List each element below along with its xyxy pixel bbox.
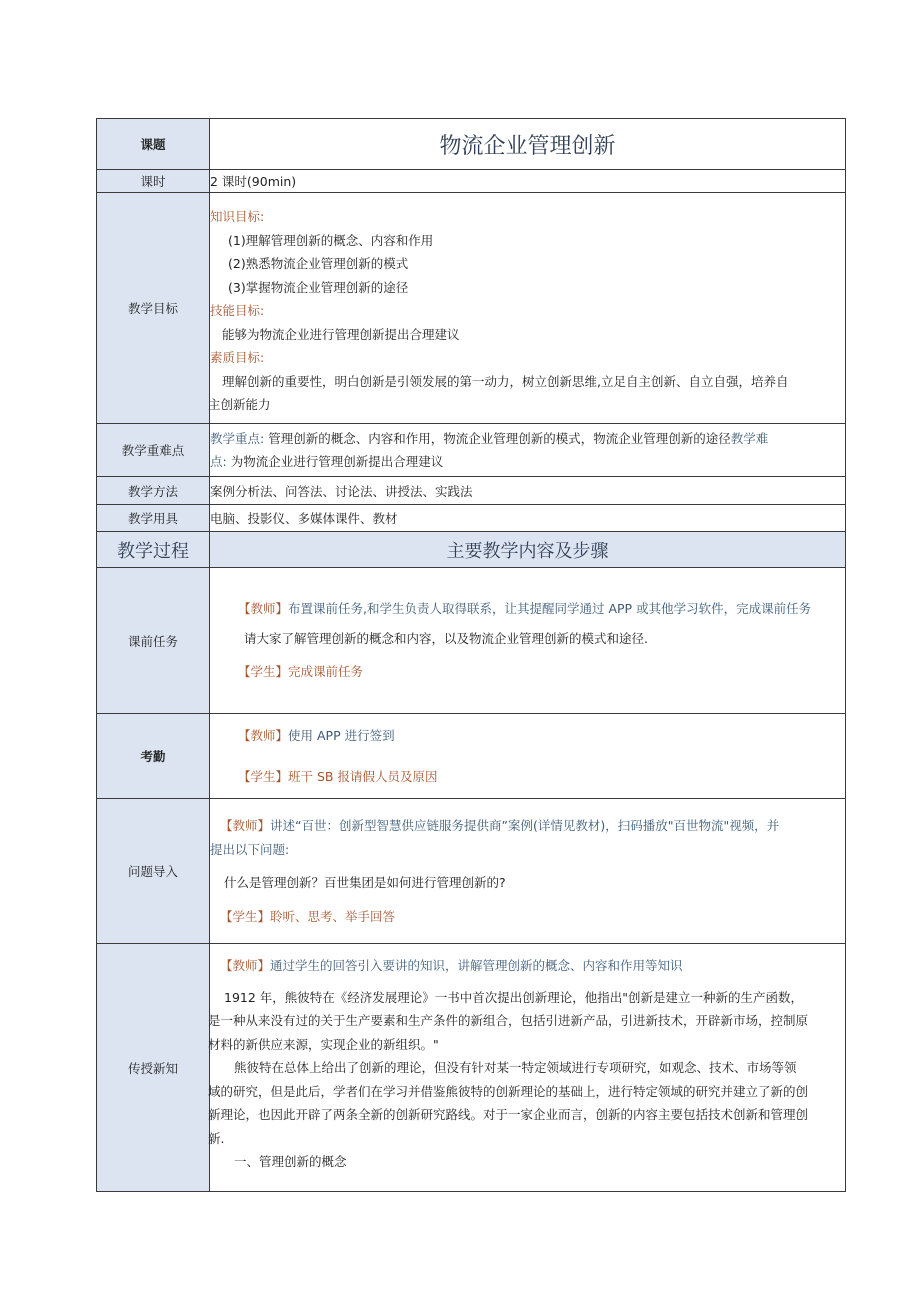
hours-value: 2 课时(90min): [210, 170, 846, 193]
pre-teacher-text: 布置课前任务,和学生负责人取得联系，让其提醒同学通过 APP 或其他学习软件，完成课前任务: [288, 601, 812, 617]
skill-heading: 技能目标:: [210, 303, 265, 319]
row-method: [97, 477, 846, 505]
intro-teacher-text-2: 提出以下问题:: [210, 841, 290, 857]
difficulty-tag-b: 点:: [210, 454, 227, 469]
quality-line-1: 理解创新的重要性，明白创新是引领发展的第一动力，树立创新思维,立足自主创新、自立自强，培养自: [222, 373, 789, 389]
section-heading: 一、管理创新的概念: [234, 1154, 347, 1169]
label-attendance: 考勤: [97, 714, 210, 799]
label-tools: 教学用具: [97, 505, 210, 532]
lesson-plan-table: [96, 118, 846, 1192]
row-attendance: [97, 714, 846, 799]
key-tag: 教学重点:: [210, 430, 265, 446]
row-new-knowledge: [97, 944, 846, 1192]
pre-teacher-tag: 【教师】: [238, 601, 289, 617]
process-header-value: 主要教学内容及步骤: [210, 532, 846, 568]
teach-teacher-text: 通过学生的回答引入要讲的知识，讲解管理创新的概念、内容和作用等知识: [270, 958, 683, 973]
quality-line-2: 主创新能力: [208, 397, 271, 413]
attendance-content: [210, 714, 846, 799]
label-intro: 问题导入: [97, 799, 210, 944]
label-new-knowledge: 传授新知: [97, 944, 210, 1192]
para2-line-2: 域的研究，但是此后，学者们在学习并借鉴熊彼特的创新理论的基础上，进行特定领域的研究并建立了新的创: [208, 1083, 809, 1099]
intro-content: [210, 799, 846, 944]
pre-class-content: [210, 568, 846, 714]
para1-line-1: 1912 年，熊彼特在《经济发展理论》一书中首次提出创新理论，他指出"创新是建立一种新的生产函数，: [224, 989, 804, 1005]
quality-heading: 素质目标:: [210, 350, 265, 366]
para1-line-3: 材料的新供应来源，实现企业的新组织。": [208, 1036, 439, 1052]
key-text: 管理创新的概念、内容和作用，物流企业管理创新的模式，物流企业管理创新的途径: [268, 430, 731, 446]
intro-student-text: 聆听、思考、举手回答: [270, 908, 396, 924]
row-pre-class: [97, 568, 846, 714]
lesson-title: 物流企业管理创新: [210, 119, 846, 170]
skill-item: 能够为物流企业进行管理创新提出合理建议: [222, 326, 460, 342]
para2-line-1: 熊彼特在总体上给出了创新的理论，但没有针对某一特定领域进行专项研究，如观念、技术、市场等领: [234, 1060, 797, 1075]
new-knowledge-content: [210, 944, 846, 1192]
knowledge-heading: 知识目标:: [210, 209, 265, 225]
tools-value: 电脑、投影仪、多媒体课件、教材: [210, 505, 846, 532]
pre-body: 请大家了解管理创新的概念和内容，以及物流企业管理创新的模式和途径.: [244, 630, 648, 646]
attend-teacher-text: 使用 APP 进行签到: [288, 727, 395, 743]
row-topic: [97, 119, 846, 170]
row-key-points: [97, 424, 846, 477]
teach-teacher-tag: 【教师】: [220, 958, 271, 973]
difficulty-text: 为物流企业进行管理创新提出合理建议: [230, 454, 444, 469]
row-goals: [97, 193, 846, 424]
knowledge-item-3: (3)掌握物流企业管理创新的途径: [228, 279, 409, 295]
knowledge-item-1: (1)理解管理创新的概念、内容和作用: [228, 232, 434, 248]
method-value: 案例分析法、问答法、讨论法、讲授法、实践法: [210, 477, 846, 505]
attend-student-tag: 【学生】: [238, 769, 289, 784]
intro-question: 什么是管理创新？百世集团是如何进行管理创新的?: [224, 875, 506, 890]
pre-student-tag: 【学生】: [238, 664, 289, 680]
intro-teacher-text-1: 讲述“百世：创新型智慧供应链服务提供商”案例(详情见教材)，扫码播放"百世物流"视频，并: [270, 818, 780, 833]
label-pre-class: 课前任务: [97, 568, 210, 714]
para1-line-2: 是一种从来没有过的关于生产要素和生产条件的新组合，包括引进新产品，引进新技术，开辟新市场，控制原: [208, 1013, 809, 1028]
row-intro: [97, 799, 846, 944]
label-key-points: 教学重难点: [97, 424, 210, 477]
para2-line-4: 新.: [208, 1130, 225, 1146]
label-method: 教学方法: [97, 477, 210, 505]
difficulty-tag-a: 教学难: [730, 430, 769, 446]
label-goals: 教学目标: [97, 193, 210, 424]
row-tools: [97, 505, 846, 532]
process-header-label: 教学过程: [97, 532, 210, 568]
row-hours: [97, 170, 846, 193]
intro-student-tag: 【学生】: [220, 908, 271, 924]
goals-content: [210, 193, 846, 424]
pre-student-text: 完成课前任务: [288, 664, 364, 680]
attend-student-text: 班干 SB 报请假人员及原因: [288, 769, 438, 784]
row-process-header: [97, 532, 846, 568]
para2-line-3: 新理论，也因此开辟了两条全新的创新研究路线。对于一家企业而言，创新的内容主要包括技术创新和管理创: [208, 1107, 809, 1122]
label-topic: 课题: [97, 119, 210, 170]
knowledge-item-2: (2)熟悉物流企业管理创新的模式: [228, 256, 409, 272]
key-points-content: [210, 424, 846, 477]
attend-teacher-tag: 【教师】: [238, 727, 289, 743]
label-hours: 课时: [97, 170, 210, 193]
intro-teacher-tag: 【教师】: [220, 818, 271, 833]
